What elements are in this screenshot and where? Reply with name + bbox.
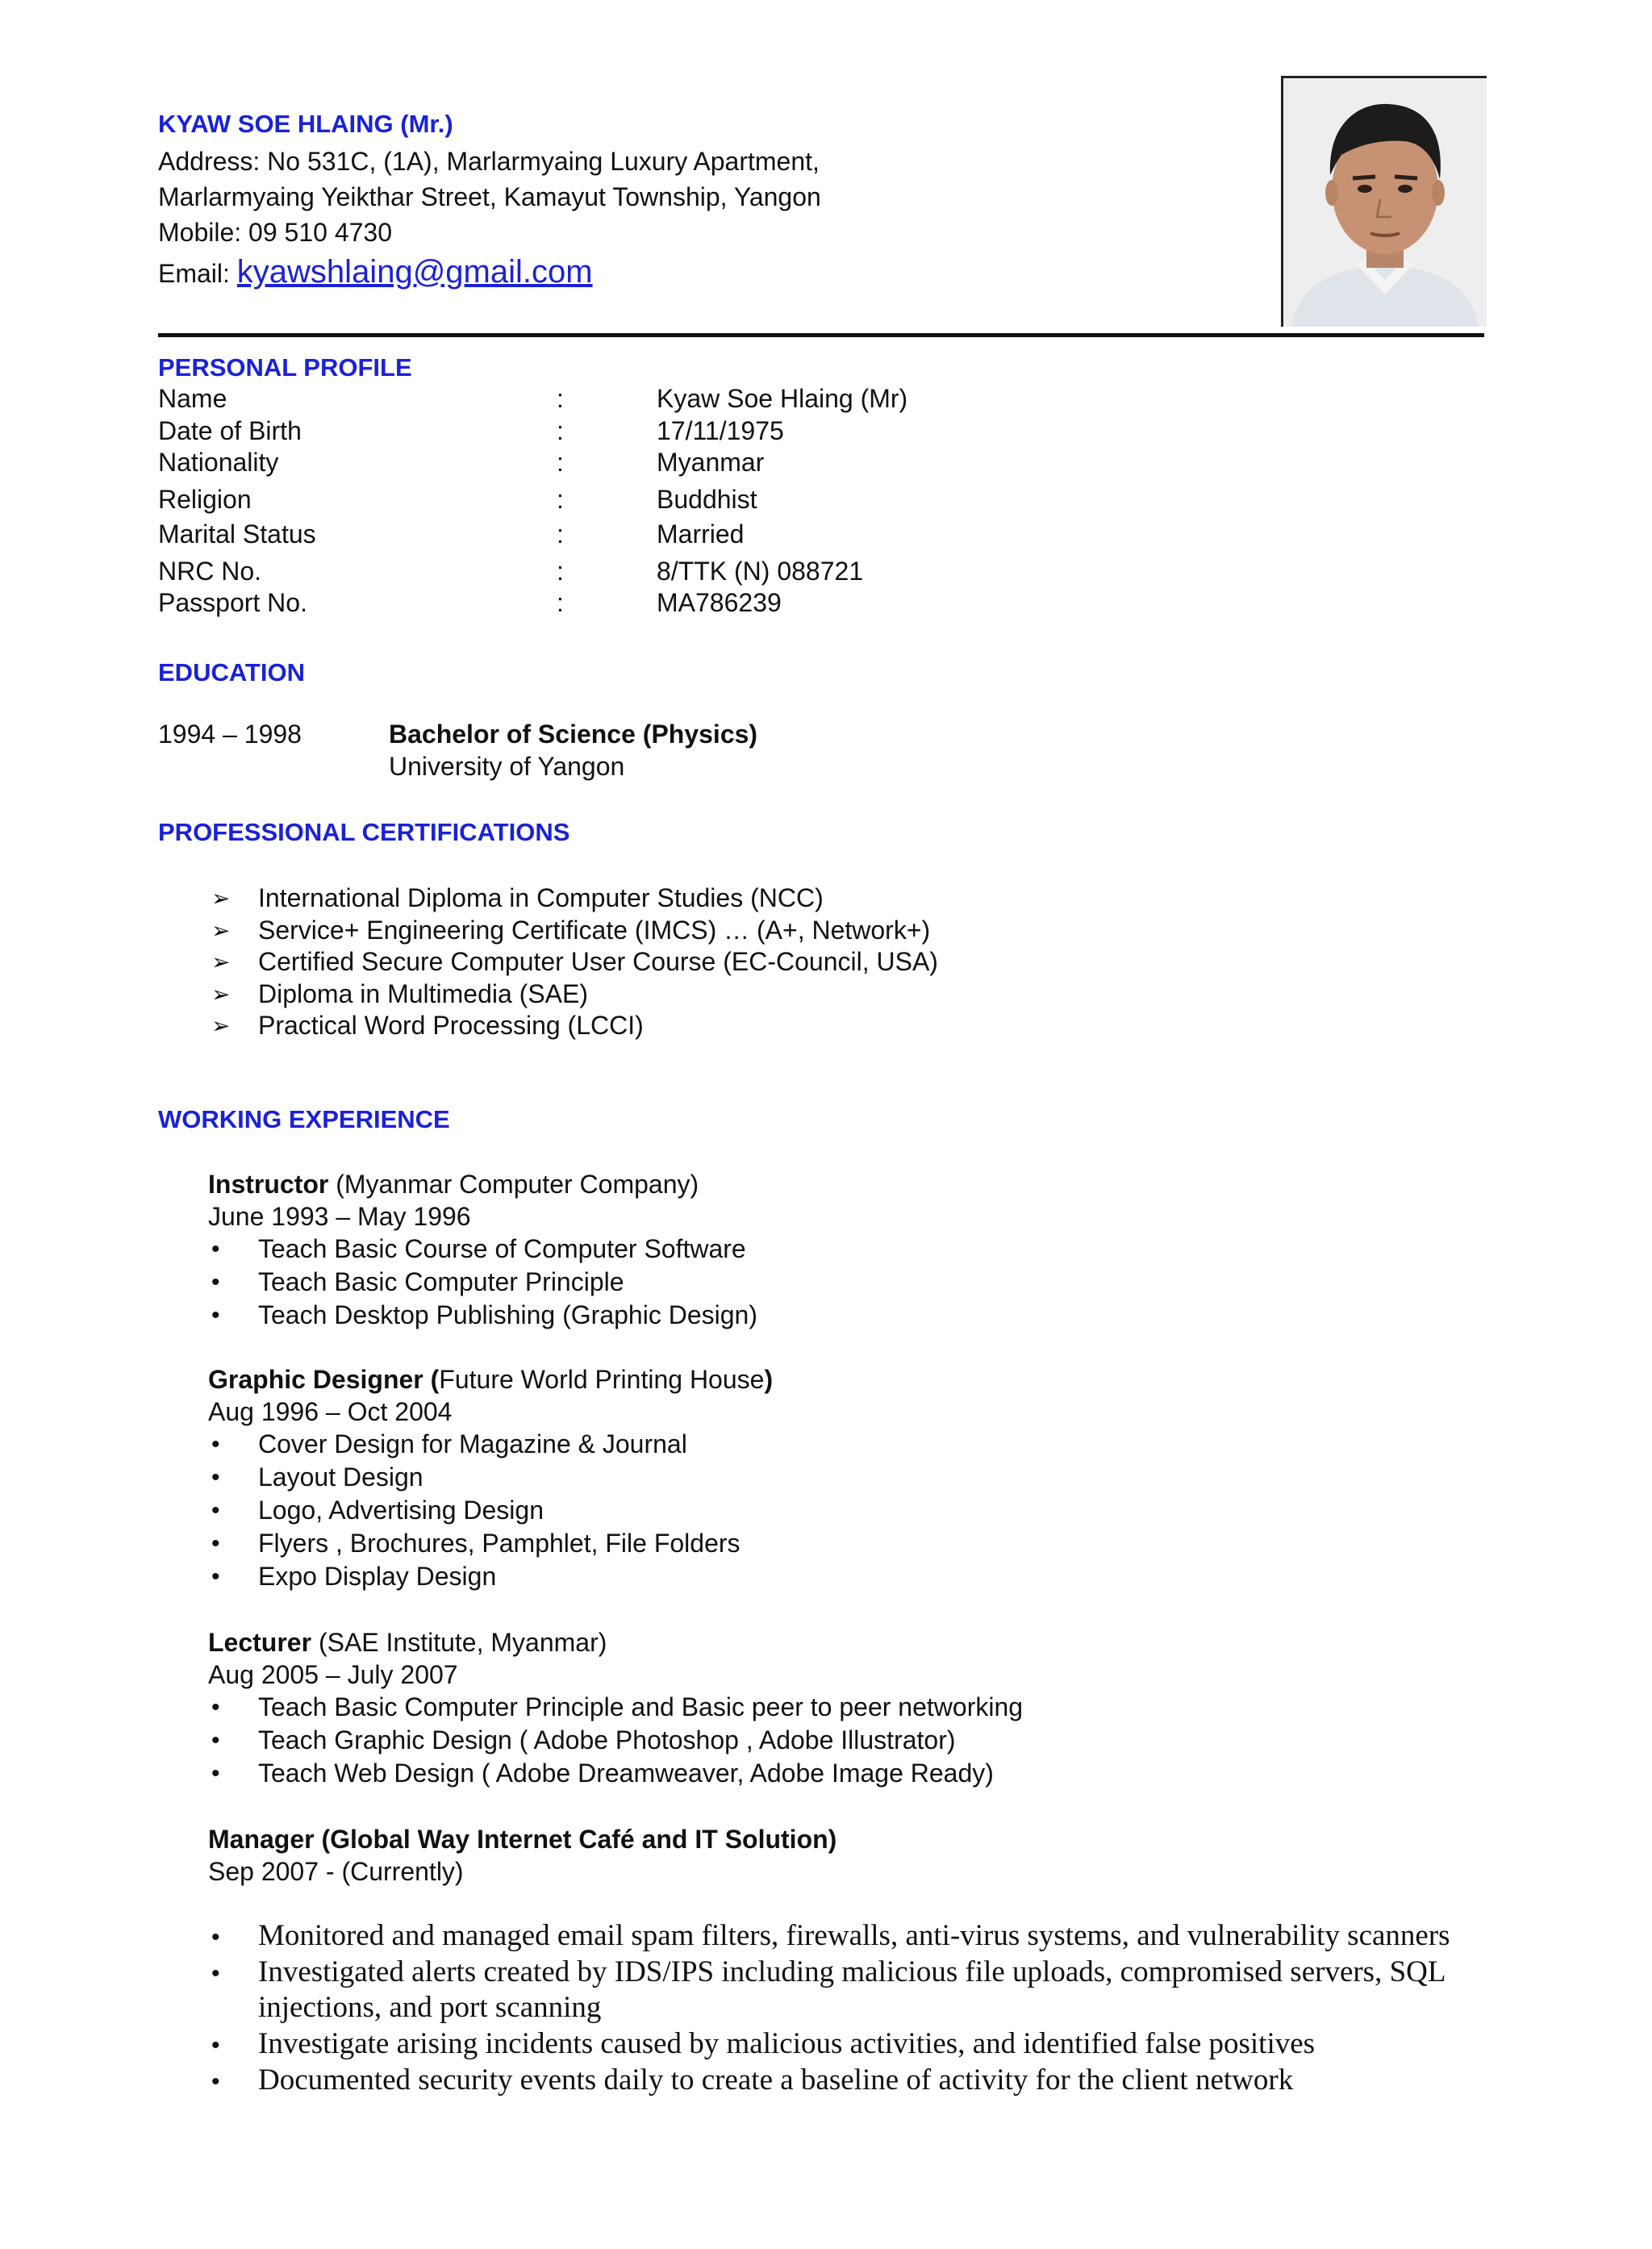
job-graphic-designer: [208, 1363, 1499, 1593]
arrow-bullet-icon: ➢: [211, 1013, 231, 1038]
duty-text: Investigated alerts created by IDS/IPS including malicious file uploads, compromised servers, SQL injections, and port scanning: [258, 1955, 1446, 2024]
duty-text: Monitored and managed email spam filters, firewalls, anti-virus systems, and vulnerability scanners: [258, 1919, 1450, 1952]
duty-text: Documented security events daily to create a baseline of activity for the client network: [258, 2063, 1294, 2097]
list-item: [208, 882, 1418, 915]
profile-row-dob: [158, 415, 1207, 447]
bullet-icon: •: [211, 1302, 220, 1329]
job-instructor: [208, 1168, 1499, 1332]
certification-text: Practical Word Processing (LCCI): [258, 1011, 644, 1040]
profile-value: Married: [657, 519, 745, 549]
job-period: June 1993 – May 1996: [208, 1202, 471, 1231]
duty-text: Teach Basic Computer Principle and Basic peer to peer networking: [258, 1692, 1024, 1721]
duty-list: [208, 1428, 1499, 1593]
bullet-icon: •: [211, 1727, 220, 1754]
profile-label: Nationality: [158, 448, 279, 477]
job-period: Aug 2005 – July 2007: [208, 1660, 458, 1689]
job-title: Graphic Designer (: [208, 1365, 440, 1394]
section-title-certifications: PROFESSIONAL CERTIFICATIONS: [158, 818, 570, 846]
list-item: [208, 1560, 1499, 1593]
profile-row-name: [158, 382, 1207, 415]
portrait-illustration: [1283, 78, 1487, 327]
list-item: [208, 2063, 1499, 2098]
job-title: Lecturer: [208, 1628, 312, 1657]
profile-value: Buddhist: [657, 484, 757, 514]
list-item: [208, 1428, 1499, 1461]
profile-colon: :: [557, 384, 564, 413]
profile-table: [158, 382, 1207, 619]
job-manager: [208, 1823, 1499, 1888]
arrow-bullet-icon: ➢: [211, 917, 231, 943]
list-item: [208, 1461, 1499, 1494]
job-period: Sep 2007 - (Currently): [208, 1857, 464, 1886]
bullet-icon: •: [211, 1269, 220, 1296]
duty-text: Investigate arising incidents caused by malicious activities, and identified false positives: [258, 2027, 1316, 2060]
certification-text: Service+ Engineering Certificate (IMCS) … (A+, Network+): [258, 915, 931, 945]
job-lecturer: [208, 1626, 1499, 1790]
list-item: [208, 978, 1418, 1011]
certification-list: [208, 882, 1418, 1042]
header-divider: [158, 333, 1484, 337]
duty-list: [208, 1233, 1499, 1332]
bullet-icon: •: [211, 1563, 220, 1590]
profile-row-nationality: [158, 446, 1207, 478]
bullet-icon: •: [211, 2032, 220, 2059]
duty-text: Expo Display Design: [258, 1562, 497, 1591]
job-title-close: ): [764, 1365, 774, 1394]
profile-colon: :: [557, 588, 564, 617]
job-title-row: [208, 1168, 1499, 1200]
profile-row-nrc: [158, 555, 1207, 587]
bullet-icon: •: [211, 1960, 220, 1987]
duty-text: Flyers , Brochures, Pamphlet, File Folders: [258, 1529, 740, 1558]
job-title: Manager (Global Way Internet Café and IT Solution): [208, 1825, 837, 1854]
profile-label: Name: [158, 384, 227, 413]
duty-list: [208, 1691, 1499, 1790]
education-years: 1994 – 1998: [158, 720, 302, 749]
certification-text: International Diploma in Computer Studies (NCC): [258, 883, 824, 912]
certification-text: Diploma in Multimedia (SAE): [258, 978, 589, 1008]
list-item: [208, 1494, 1499, 1527]
duty-text: Teach Web Design ( Adobe Dreamweaver, Adobe Image Ready): [258, 1759, 994, 1788]
bullet-icon: •: [211, 1760, 220, 1787]
duty-text: Layout Design: [258, 1462, 423, 1492]
profile-value: 17/11/1975: [657, 415, 784, 445]
address-line-2: Marlarmyaing Yeikthar Street, Kamayut Township, Yangon: [158, 182, 821, 211]
duty-text: Cover Design for Magazine & Journal: [258, 1429, 687, 1458]
job-title: Instructor: [208, 1170, 329, 1199]
duty-text: Teach Desktop Publishing (Graphic Design): [258, 1300, 757, 1329]
profile-label: Passport No.: [158, 588, 307, 617]
profile-row-marital: [158, 518, 1207, 550]
list-item: [208, 1010, 1418, 1042]
duty-text: Teach Basic Computer Principle: [258, 1267, 624, 1296]
bullet-icon: •: [211, 2068, 220, 2095]
profile-row-passport: [158, 586, 1207, 619]
list-item: [208, 1299, 1499, 1332]
duty-text: Logo, Advertising Design: [258, 1496, 544, 1525]
section-title-education: EDUCATION: [158, 658, 305, 686]
profile-colon: :: [557, 415, 564, 445]
profile-label: Date of Birth: [158, 415, 302, 445]
job-title-row: [208, 1823, 1499, 1855]
profile-label: Marital Status: [158, 519, 316, 549]
profile-value: Myanmar: [657, 448, 765, 477]
arrow-bullet-icon: ➢: [211, 981, 231, 1007]
profile-colon: :: [557, 519, 564, 549]
bullet-icon: •: [211, 1530, 220, 1557]
arrow-bullet-icon: ➢: [211, 886, 231, 911]
candidate-name: KYAW SOE HLAING (Mr.): [158, 110, 453, 138]
list-item: [208, 1266, 1499, 1299]
contact-header: [158, 108, 1207, 294]
job-company: Future World Printing House: [439, 1365, 765, 1394]
profile-colon: :: [557, 556, 564, 586]
list-item: [208, 915, 1418, 947]
list-item: [208, 1724, 1499, 1757]
list-item: [208, 1527, 1499, 1560]
mobile-number: Mobile: 09 510 4730: [158, 218, 392, 247]
profile-row-religion: [158, 483, 1207, 515]
email-row: [158, 252, 1207, 294]
bullet-icon: •: [211, 1694, 220, 1721]
list-item: [208, 1757, 1499, 1790]
job-company: (Myanmar Computer Company): [328, 1170, 699, 1199]
section-title-experience: WORKING EXPERIENCE: [158, 1105, 450, 1133]
profile-label: NRC No.: [158, 556, 262, 586]
profile-value: Kyaw Soe Hlaing (Mr): [657, 384, 908, 413]
education-degree: Bachelor of Science (Physics): [389, 720, 758, 749]
duty-text: Teach Graphic Design ( Adobe Photoshop , Adobe Illustrator): [258, 1725, 956, 1755]
certification-text: Certified Secure Computer User Course (EC-Council, USA): [258, 947, 938, 976]
profile-value: 8/TTK (N) 088721: [657, 556, 864, 586]
address-line-1: Address: No 531C, (1A), Marlarmyaing Luxury Apartment,: [158, 147, 820, 176]
list-item: [208, 1955, 1499, 2026]
job-company: (SAE Institute, Myanmar): [311, 1628, 607, 1657]
bullet-icon: •: [211, 1497, 220, 1524]
manager-duty-list: [208, 1918, 1499, 2099]
education-school: University of Yangon: [389, 752, 625, 781]
bullet-icon: •: [211, 1924, 220, 1951]
section-title-profile: PERSONAL PROFILE: [158, 353, 412, 382]
profile-label: Religion: [158, 484, 252, 514]
profile-value: MA786239: [657, 588, 782, 617]
email-link[interactable]: kyawshlaing@gmail.com: [236, 254, 593, 290]
list-item: [208, 946, 1418, 978]
profile-colon: :: [557, 484, 564, 514]
list-item: [208, 2026, 1499, 2062]
bullet-icon: •: [211, 1431, 220, 1458]
email-label: Email:: [158, 259, 230, 288]
list-item: [208, 1691, 1499, 1724]
list-item: [208, 1918, 1499, 1954]
profile-colon: :: [557, 448, 564, 477]
job-title-row: [208, 1363, 1499, 1396]
job-period: Aug 1996 – Oct 2004: [208, 1397, 453, 1426]
job-title-row: [208, 1626, 1499, 1659]
profile-photo: [1281, 76, 1487, 327]
bullet-icon: •: [211, 1464, 220, 1491]
duty-text: Teach Basic Course of Computer Software: [258, 1234, 746, 1263]
list-item: [208, 1233, 1499, 1266]
arrow-bullet-icon: ➢: [211, 949, 231, 974]
bullet-icon: •: [211, 1236, 220, 1262]
